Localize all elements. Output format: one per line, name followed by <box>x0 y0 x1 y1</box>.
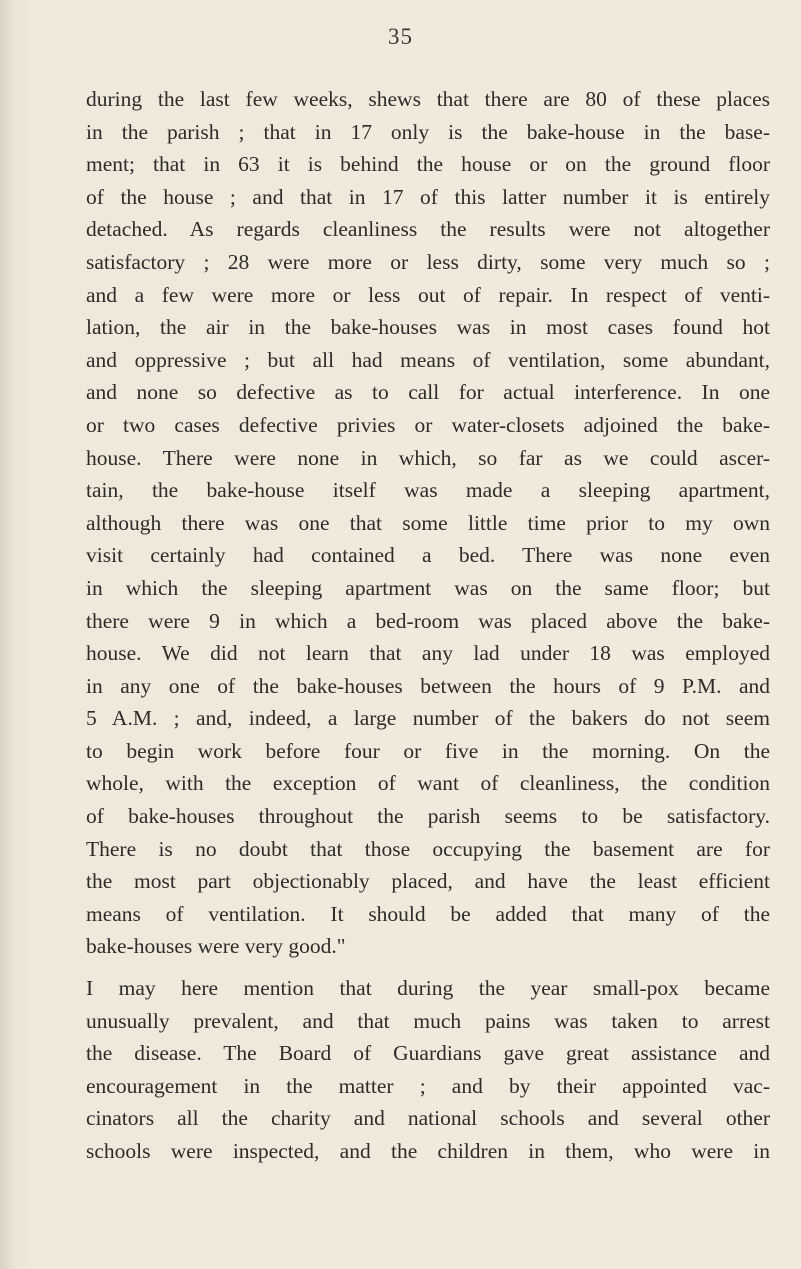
text-line: in any one of the bake-houses between the hours of 9 P.M. and <box>86 673 770 698</box>
text-line: visit certainly had contained a bed. There was none even <box>86 543 770 568</box>
text-line: there were 9 in which a bed-room was placed above the bake- <box>86 608 770 633</box>
paragraph-1 <box>86 83 770 963</box>
text-line: schools were inspected, and the children in them, who were in <box>86 1139 770 1163</box>
text-line: 5 A.M. ; and, indeed, a large number of the bakers do not seem <box>86 706 770 731</box>
text-line: and none so defective as to call for actual interference. In one <box>86 380 770 405</box>
text-line: house. There were none in which, so far as we could ascer- <box>86 445 770 470</box>
text-line: cinators all the charity and national schools and several other <box>86 1106 770 1131</box>
text-line: detached. As regards cleanliness the results were not altogether <box>86 217 770 242</box>
text-line: in which the sleeping apartment was on the same floor; but <box>86 575 770 600</box>
text-line: bake-houses were very good." <box>86 934 346 959</box>
text-line: tain, the bake-house itself was made a sleeping apartment, <box>86 478 770 503</box>
text-line: and a few were more or less out of repair. In respect of venti- <box>86 282 770 307</box>
text-line: to begin work before four or five in the morning. On the <box>86 738 770 763</box>
text-line: means of ventilation. It should be added that many of the <box>86 901 770 926</box>
text-line: house. We did not learn that any lad under 18 was employed <box>86 641 770 666</box>
text-line: ment; that in 63 it is behind the house or on the ground floor <box>86 152 770 177</box>
text-line: and oppressive ; but all had means of ventilation, some abundant, <box>86 347 770 372</box>
text-line: of bake-houses throughout the parish seems to be satisfactory. <box>86 804 770 829</box>
text-line: There is no doubt that those occupying the basement are for <box>86 836 770 861</box>
text-line: encouragement in the matter ; and by their appointed vac- <box>86 1073 770 1098</box>
text-line: the most part objectionably placed, and have the least efficient <box>86 869 770 894</box>
text-line: I may here mention that during the year small-pox became <box>86 976 770 1001</box>
text-line: or two cases defective privies or water-closets adjoined the bake- <box>86 412 770 437</box>
text-line: the disease. The Board of Guardians gave great assistance and <box>86 1041 770 1066</box>
text-line: during the last few weeks, shews that there are 80 of these places <box>86 87 770 111</box>
text-line: unusually prevalent, and that much pains was taken to arrest <box>86 1008 770 1033</box>
text-line: lation, the air in the bake-houses was in most cases found hot <box>86 315 770 340</box>
text-line: although there was one that some little time prior to my own <box>86 510 770 535</box>
page-number: 35 <box>388 24 413 49</box>
paragraph-gap <box>86 963 770 972</box>
text-line: satisfactory ; 28 were more or less dirty, some very much so ; <box>86 249 770 274</box>
paragraph-2 <box>86 972 770 1168</box>
body-text <box>86 83 770 1168</box>
text-line: of the house ; and that in 17 of this latter number it is entirely <box>86 184 770 209</box>
text-line: in the parish ; that in 17 only is the bake-house in the base- <box>86 119 770 144</box>
text-line: whole, with the exception of want of cleanliness, the condition <box>86 771 770 796</box>
